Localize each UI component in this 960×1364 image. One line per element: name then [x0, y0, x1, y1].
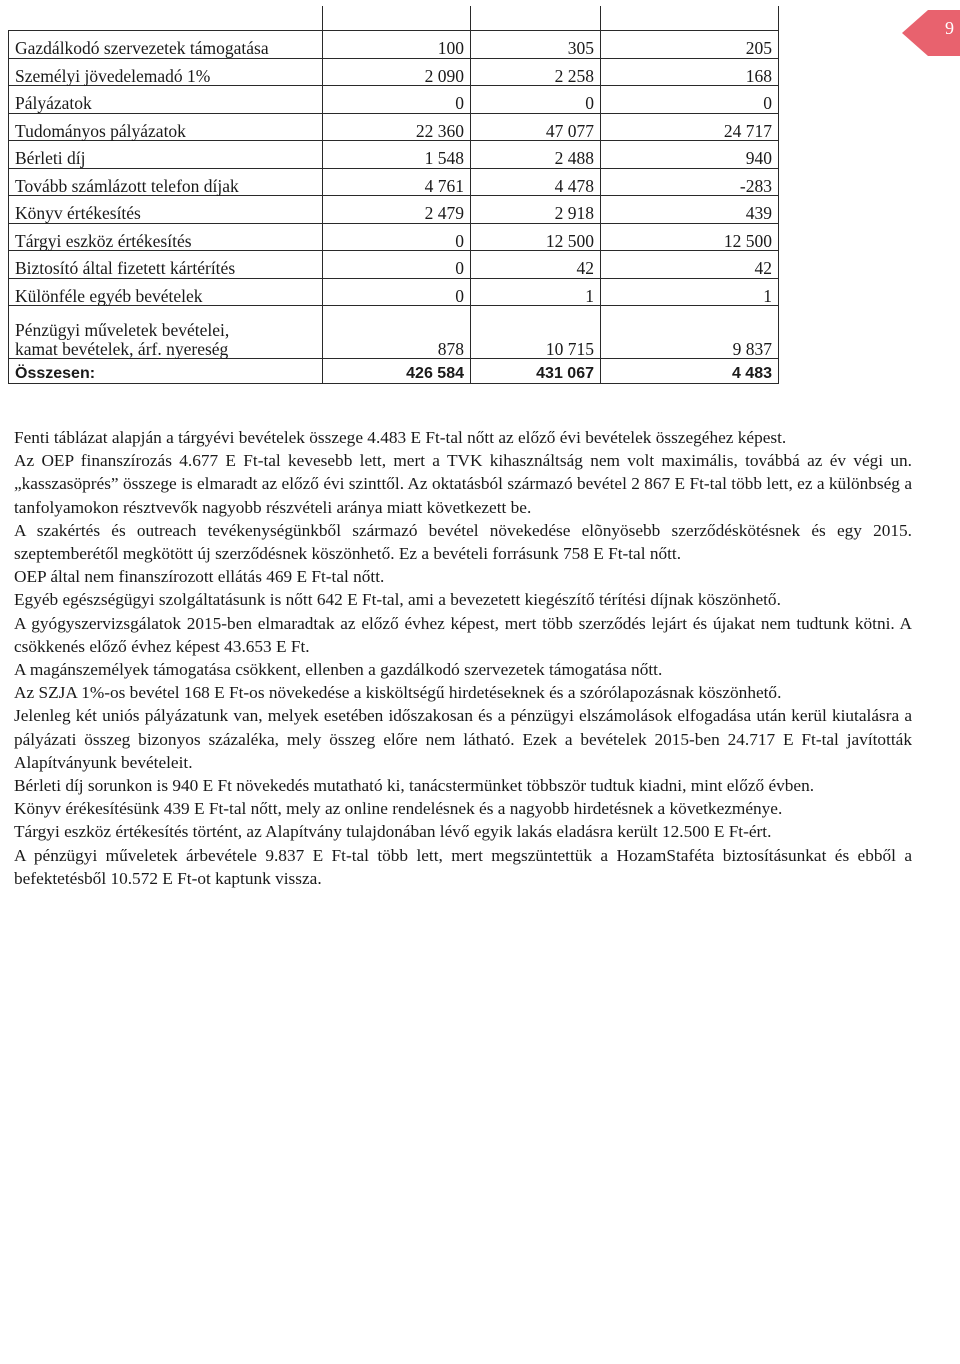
table-row	[9, 168, 779, 196]
table-row	[9, 196, 779, 224]
paragraph: Az SZJA 1%-os bevétel 168 E Ft-os növekedése a kisköltségű hirdetéseknek és a szórólapozásnak köszönhető.	[14, 683, 782, 703]
row-label	[9, 58, 323, 86]
row-value-a: 2 090	[323, 58, 471, 86]
table-row	[9, 223, 779, 251]
row-label-line: Könyv értékesítés	[15, 203, 141, 224]
income-table-container	[8, 6, 778, 384]
row-value-b: 12 500	[471, 223, 601, 251]
table-row	[9, 141, 779, 169]
paragraph: Fenti táblázat alapján a tárgyévi bevételek összege 4.483 E Ft-tal nőtt az előző évi bevételek összegéhez képest.	[14, 428, 787, 447]
paragraph: Könyv érékesítésünk 439 E Ft-tal nőtt, mely az online rendelésnek és a nagyobb hirdetésnek a következménye.	[14, 799, 783, 819]
table-row	[9, 251, 779, 279]
income-table	[8, 6, 779, 384]
row-value-b: 10 715	[471, 306, 601, 359]
row-value-b: 2 258	[471, 58, 601, 86]
commentary-text	[14, 426, 912, 890]
row-value-b: 1	[471, 278, 601, 306]
row-value-b: 305	[471, 31, 601, 59]
row-value-c: 9 837	[601, 306, 779, 359]
total-value-c: 4 483	[601, 359, 779, 384]
table-row	[9, 113, 779, 141]
row-value-b: 42	[471, 251, 601, 279]
table-row	[9, 31, 779, 59]
row-value-a: 22 360	[323, 113, 471, 141]
row-value-a: 2 479	[323, 196, 471, 224]
table-row	[9, 58, 779, 86]
paragraph: A gyógyszervizsgálatok 2015-ben elmaradtak az előző évhez képest, mert több szerződés lejárt és újakat nem tudtunk kötni. A csökkenés előző évhez képest 43.653 E Ft.	[14, 613, 912, 656]
row-value-c: -283	[601, 168, 779, 196]
row-label-line: Különféle egyéb bevételek	[15, 285, 203, 306]
paragraph: Bérleti díj sorunkon is 940 E Ft növekedés mutatható ki, tanácstermünket többször tudtuk kiadni, mint előző évben.	[14, 776, 815, 796]
paragraph: Az OEP finanszírozás 4.677 E Ft-tal kevesebb lett, mert a TVK kihasználtság nem volt maximális, továbbá az év végi un. „kasszasöprés” összege is elmaradt az előző évi szinttől. Az oktatásból származó bevétel 2 867 E Ft-tal több lett, ez a különbség a tanfolyamokon résztvevők nagyobb részvételi aránya miatt következett be.	[14, 451, 912, 517]
row-label	[9, 168, 323, 196]
row-label	[9, 141, 323, 169]
row-label	[9, 223, 323, 251]
row-label	[9, 278, 323, 306]
row-label	[9, 113, 323, 141]
page-number-badge	[902, 8, 960, 58]
row-value-c: 940	[601, 141, 779, 169]
row-label	[9, 31, 323, 59]
row-label-line: Tovább számlázott telefon díjak	[15, 175, 239, 196]
row-label	[9, 86, 323, 114]
page-number: 9	[945, 18, 954, 38]
total-value-b: 431 067	[471, 359, 601, 384]
row-label	[9, 196, 323, 224]
table-row	[9, 278, 779, 306]
row-label-line: Biztosító által fizetett kártérítés	[15, 258, 236, 279]
row-value-b: 47 077	[471, 113, 601, 141]
row-value-b: 0	[471, 86, 601, 114]
row-value-a: 0	[323, 251, 471, 279]
paragraph: A szakértés és outreach tevékenységünkből származó bevétel növekedése elõnyösebb szerződéskötésnek és egy 2015. szeptemberétől megkötött új szerződésnek köszönhető. Ez a bevételi forrásunk 758 E Ft-tal nőtt.	[14, 520, 912, 564]
row-value-c: 205	[601, 31, 779, 59]
row-value-c: 1	[601, 278, 779, 306]
row-value-c: 12 500	[601, 223, 779, 251]
row-value-b: 4 478	[471, 168, 601, 196]
row-label-line: Gazdálkodó szervezetek támogatása	[15, 38, 269, 59]
total-label: Összesen:	[9, 359, 323, 384]
row-label-line: Személyi jövedelemadó 1%	[15, 65, 211, 86]
row-value-a: 4 761	[323, 168, 471, 196]
row-value-a: 0	[323, 223, 471, 251]
row-value-c: 0	[601, 86, 779, 114]
row-label-line: Pályázatok	[15, 93, 92, 114]
table-row	[9, 86, 779, 114]
total-value-a: 426 584	[323, 359, 471, 384]
income-table-body	[9, 6, 779, 384]
row-label-line: Pénzügyi műveletek bevételei,	[15, 320, 230, 341]
row-value-c: 24 717	[601, 113, 779, 141]
row-label-line: Bérleti díj	[15, 148, 86, 169]
paragraph: OEP által nem finanszírozott ellátás 469 E Ft-tal nőtt.	[14, 567, 385, 587]
row-value-b: 2 918	[471, 196, 601, 224]
row-label	[9, 251, 323, 279]
row-value-c: 42	[601, 251, 779, 279]
paragraph: Egyéb egészségügyi szolgáltatásunk is nőtt 642 E Ft-tal, ami a bevezetett kiegészítő térítési díjnak köszönhető.	[14, 590, 781, 610]
row-label	[9, 306, 323, 359]
row-label-line: Tudományos pályázatok	[15, 120, 186, 141]
row-value-a: 878	[323, 306, 471, 359]
row-value-b: 2 488	[471, 141, 601, 169]
row-value-c: 168	[601, 58, 779, 86]
row-value-c: 439	[601, 196, 779, 224]
table-row	[9, 306, 779, 359]
row-value-a: 1 548	[323, 141, 471, 169]
paragraph: A magánszemélyek támogatása csökkent, ellenben a gazdálkodó szervezetek támogatása nőtt.	[14, 660, 663, 680]
row-value-a: 0	[323, 86, 471, 114]
row-label-line: Tárgyi eszköz értékesítés	[15, 230, 192, 251]
paragraph: Jelenleg két uniós pályázatunk van, melyek esetében időszakosan és a pénzügyi elszámolások elfogadása után kerül kiutalásra a pályázati összeg bizonyos százaléka, mely összeg előre nem látható. Ezek a bevételek 2015-ben 24.717 E Ft-tal javították Alapítványunk bevételeit.	[14, 706, 912, 772]
row-value-a: 0	[323, 278, 471, 306]
table-top-spacer-row	[9, 6, 779, 31]
paragraph: A pénzügyi műveletek árbevétele 9.837 E Ft-tal több lett, mert megszüntettük a HozamStaféta biztosításunkat és ebből a befektetésből 10.572 E Ft-ot kaptunk vissza.	[14, 845, 912, 888]
row-value-a: 100	[323, 31, 471, 59]
row-label-line: kamat bevételek, árf. nyereség	[15, 338, 229, 359]
total-row	[9, 359, 779, 384]
paragraph: Tárgyi eszköz értékesítés történt, az Alapítvány tulajdonában lévő egyik lakás eladásra került 12.500 E Ft-ért.	[14, 822, 772, 842]
